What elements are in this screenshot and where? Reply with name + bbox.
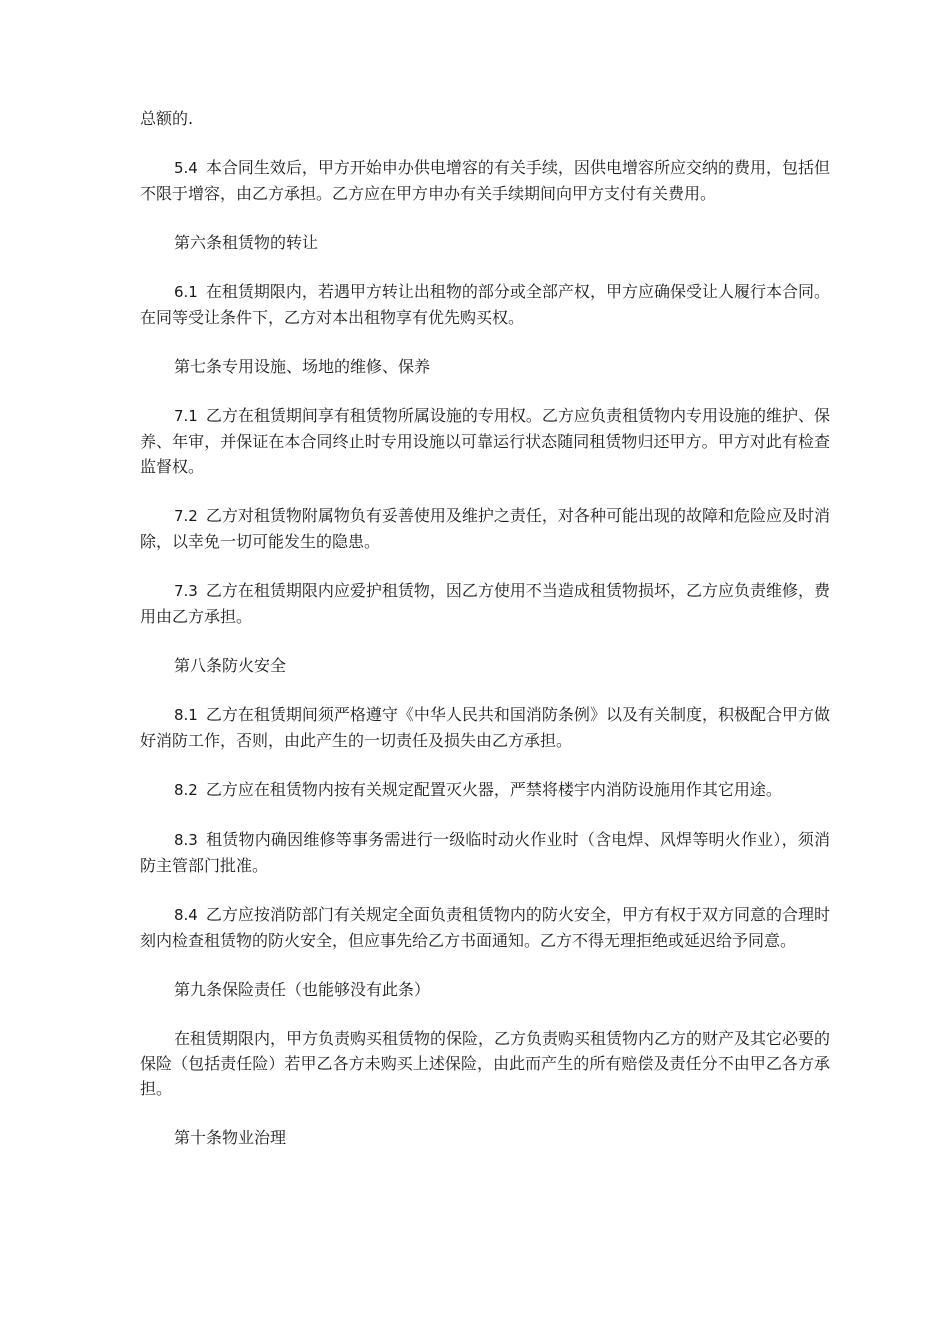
clause-text: 在租赁期限内，若遇甲方转让出租物的部分或全部产权，甲方应确保受让人履行本合同。在同等受让条件下，乙方对本出租物享有优先购买权。 — [140, 282, 830, 327]
clause-text: 乙方在租赁期限内应爱护租赁物，因乙方使用不当造成租赁物损坏，乙方应负责维修，费用由乙方承担。 — [140, 581, 830, 626]
clause-7-3 — [140, 578, 830, 629]
clause-text: 乙方对租赁物附属物负有妥善使用及维护之责任，对各种可能出现的故障和危险应及时消除，以幸免一切可能发生的隐患。 — [140, 506, 830, 551]
clause-number: 6.1 — [174, 283, 198, 301]
clause-7-1 — [140, 403, 830, 479]
clause-number: 8.1 — [174, 706, 198, 724]
clause-text: 乙方应在租赁物内按有关规定配置灭火器，严禁将楼宇内消防设施用作其它用途。 — [205, 780, 782, 799]
document-page — [140, 106, 830, 1174]
clause-8-4 — [140, 902, 830, 953]
clause-text: 租赁物内确因维修等事务需进行一级临时动火作业时（含电焊、风焊等明火作业），须消防主管部门批准。 — [140, 830, 830, 875]
paragraph-total-amount — [140, 106, 830, 131]
article-7-heading: 第七条专用设施、场地的维修、保养 — [174, 357, 431, 376]
clause-text: 乙方在租赁期间须严格遵守《中华人民共和国消防条例》以及有关制度，积极配合甲方做好消防工作，否则，由此产生的一切责任及损失由乙方承担。 — [140, 705, 830, 750]
clause-number: 8.4 — [174, 906, 198, 924]
clause-number: 7.1 — [174, 407, 198, 425]
article-8-heading: 第八条防火安全 — [174, 656, 287, 675]
clause-6-1 — [140, 279, 830, 330]
paragraph-text: 在租赁期限内，甲方负责购买租赁物的保险，乙方负责购买租赁物内乙方的财产及其它必要的保险（包括责任险）若甲乙各方未购买上述保险，由此而产生的所有赔偿及责任分不由甲乙各方承担。 — [140, 1029, 831, 1098]
insurance-paragraph — [140, 1026, 830, 1101]
clause-text: 本合同生效后，甲方开始申办供电增容的有关手续，因供电增容所应交纳的费用，包括但不限于增容，由乙方承担。乙方应在甲方申办有关手续期间向甲方支付有关费用。 — [140, 158, 830, 203]
paragraph-text: 总额的. — [140, 109, 194, 128]
clause-number: 8.3 — [174, 831, 198, 849]
article-9-heading: 第九条保险责任（也能够没有此条） — [174, 980, 431, 999]
clause-8-1 — [140, 702, 830, 753]
clause-number: 7.3 — [174, 582, 198, 600]
clause-8-3 — [140, 827, 830, 878]
article-10-heading: 第十条物业治理 — [174, 1128, 287, 1147]
clause-text: 乙方在租赁期间享有租赁物所属设施的专用权。乙方应负责租赁物内专用设施的维护、保养、年审，并保证在本合同终止时专用设施以可靠运行状态随同租赁物归还甲方。甲方对此有检查监督权。 — [140, 406, 830, 476]
clause-text: 乙方应按消防部门有关规定全面负责租赁物内的防火安全，甲方有权于双方同意的合理时刻内检查租赁物的防火安全，但应事先给乙方书面通知。乙方不得无理拒绝或延迟给予同意。 — [140, 905, 830, 950]
clause-7-2 — [140, 503, 830, 554]
clause-5-4 — [140, 155, 830, 206]
clause-number: 8.2 — [174, 781, 198, 799]
clause-number: 5.4 — [174, 159, 198, 177]
article-6-heading: 第六条租赁物的转让 — [174, 233, 319, 252]
clause-8-2 — [140, 777, 830, 803]
clause-number: 7.2 — [174, 507, 198, 525]
